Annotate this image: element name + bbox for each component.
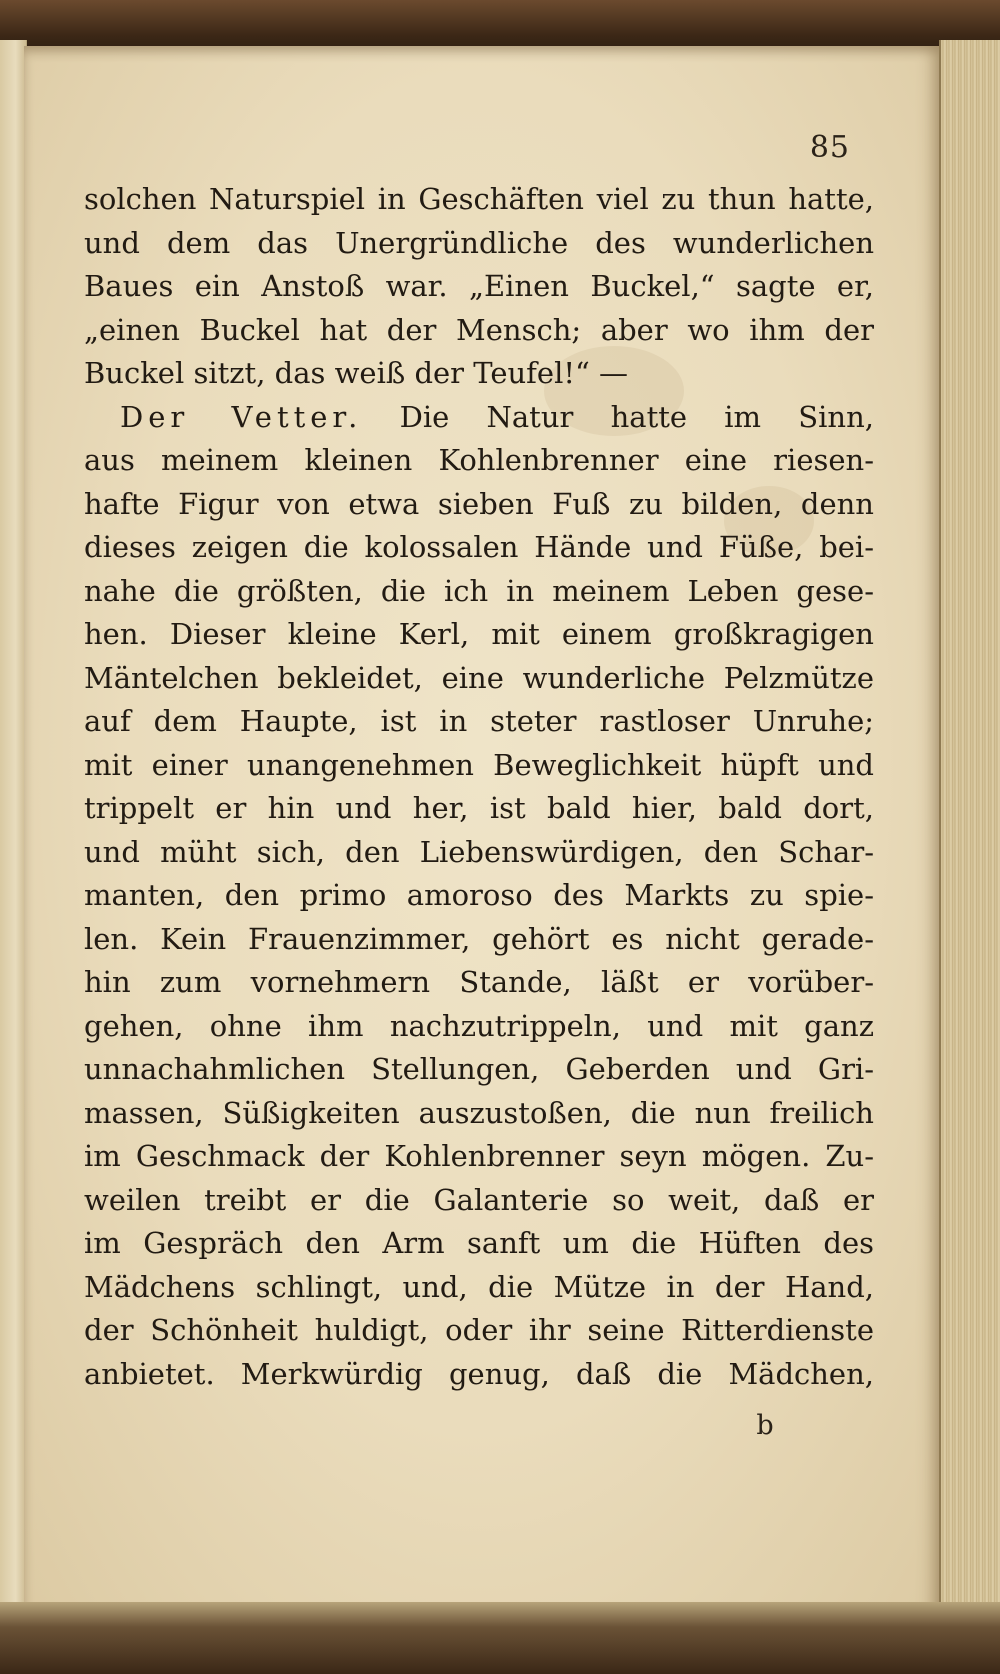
- text-line: hafte Figur von etwa sieben Fuß zu bilden, denn: [84, 486, 874, 521]
- text-line: anbietet. Merkwürdig genug, daß die Mädchen,: [84, 1356, 874, 1391]
- book-bottom-edge: [0, 1602, 1000, 1674]
- text-line: und müht sich, den Liebenswürdigen, den Schar-: [84, 834, 874, 869]
- text-line: mit einer unangenehmen Beweglichkeit hüpft und: [84, 747, 874, 782]
- text-line: manten, den primo amoroso des Markts zu spie-: [84, 878, 874, 912]
- text-line: nahe die größten, die ich in meinem Leben gese-: [84, 573, 874, 608]
- text-line: „einen Buckel hat der Mensch; aber wo ihm der: [84, 312, 874, 347]
- book-spine-margin: [0, 40, 27, 1630]
- text-line: im Geschmack der Kohlenbrenner seyn mögen. Zu-: [84, 1139, 874, 1173]
- speaker-label: Der Vetter.: [120, 399, 363, 434]
- text-line: und dem das Unergründliche des wunderlichen: [84, 225, 874, 260]
- text-fragment: Die Natur hatte im Sinn,: [399, 399, 874, 434]
- text-line: Mäntelchen bekleidet, eine wunderliche Pelzmütze: [84, 660, 874, 695]
- text-line: hen. Dieser kleine Kerl, mit einem großkragigen: [84, 617, 874, 651]
- text-line: trippelt er hin und her, ist bald hier, bald dort,: [84, 791, 874, 825]
- text-line: solchen Naturspiel in Geschäften viel zu thun hatte,: [84, 182, 874, 216]
- text-line: weilen treibt er die Galanterie so weit, daß er: [84, 1182, 874, 1217]
- text-line: hin zum vornehmern Stande, läßt er vorüber-: [84, 965, 874, 999]
- text-line: unnachahmlichen Stellungen, Geberden und Gri-: [84, 1052, 874, 1086]
- text-line: der Schönheit huldigt, oder ihr seine Ritterdienste: [84, 1313, 874, 1347]
- text-line: Buckel sitzt, das weiß der Teufel!“ —: [84, 356, 629, 390]
- page-number: 85: [809, 130, 850, 165]
- text-line: Mädchens schlingt, und, die Mütze in der Hand,: [84, 1269, 874, 1304]
- page-text: [84, 178, 874, 1396]
- text-line: len. Kein Frauenzimmer, gehört es nicht gerade-: [84, 921, 874, 956]
- text-line: massen, Süßigkeiten auszustoßen, die nun freilich: [84, 1095, 874, 1130]
- text-line: dieses zeigen die kolossalen Hände und Füße, bei-: [84, 530, 874, 564]
- text-line: aus meinem kleinen Kohlenbrenner eine riesen-: [84, 443, 874, 477]
- text-line: auf dem Haupte, ist in steter rastloser Unruhe;: [84, 704, 874, 738]
- text-line: gehen, ohne ihm nachzutrippeln, und mit ganz: [84, 1008, 874, 1043]
- text-line: im Gespräch den Arm sanft um die Hüften des: [84, 1226, 874, 1260]
- signature-mark: b: [756, 1410, 774, 1441]
- text-line: Baues ein Anstoß war. „Einen Buckel,“ sagte er,: [84, 269, 874, 303]
- text-line-speaker: [84, 396, 874, 440]
- book-fore-edge: [939, 40, 1000, 1620]
